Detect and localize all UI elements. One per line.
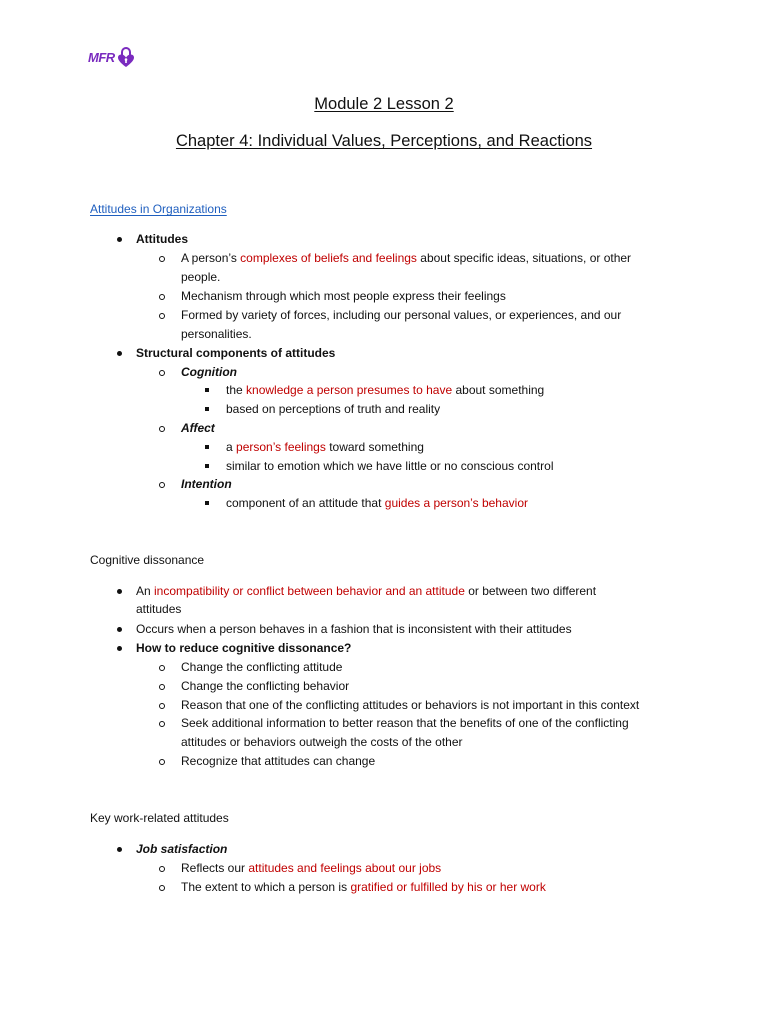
intention-definition: component of an attitude that guides a person’s behavior — [226, 496, 528, 510]
job-satisfaction-extent: The extent to which a person is gratified or fulfilled by his or her work — [181, 880, 546, 894]
attitude-definition: A person’s complexes of beliefs and feelings about specific ideas, situations, or other — [181, 251, 632, 265]
cognition-label: Cognition — [181, 365, 237, 379]
job-satisfaction-label: Job satisfaction — [136, 842, 228, 856]
bullet-square — [205, 501, 209, 505]
page-title: Module 2 Lesson 2 — [314, 95, 454, 113]
bullet-circle — [159, 684, 165, 690]
attitude-definition-cont: people. — [181, 270, 221, 284]
bullet-square — [205, 445, 209, 449]
bullet-circle — [159, 482, 165, 488]
attitudes-in-organizations-link[interactable]: Attitudes in Organizations — [90, 202, 227, 216]
chapter-title: Chapter 4: Individual Values, Perceptions, and Reactions — [175, 132, 593, 150]
bullet-circle — [159, 665, 165, 671]
job-satisfaction-reflects: Reflects our attitudes and feelings about our jobs — [181, 861, 442, 875]
bullet-circle — [159, 866, 165, 872]
logo-text: MFR — [88, 49, 115, 65]
reduce-item-recognize: Recognize that attitudes can change — [181, 754, 376, 768]
bullet-circle — [159, 721, 165, 727]
bullet-square — [205, 407, 209, 411]
cognition-basis: based on perceptions of truth and reality — [226, 402, 441, 416]
reduce-item-seek-info: Seek additional information to better reason that the benefits of one of the conflicting — [181, 716, 629, 730]
bullet-circle — [159, 294, 165, 300]
bullet-circle — [159, 256, 165, 262]
bullet-circle — [159, 703, 165, 709]
bullet-dot — [117, 847, 122, 852]
logo — [88, 44, 136, 70]
bullet-dot — [117, 237, 122, 242]
attitude-forces: Formed by variety of forces, including our personal values, or experiences, and our — [181, 308, 622, 322]
affect-emotion: similar to emotion which we have little or no conscious control — [226, 459, 554, 473]
key-work-attitudes-heading: Key work-related attitudes — [90, 811, 229, 825]
bullet-circle — [159, 885, 165, 891]
dissonance-occurs: Occurs when a person behaves in a fashion that is inconsistent with their attitudes — [136, 622, 572, 636]
structural-components-heading: Structural components of attitudes — [136, 346, 336, 360]
affect-label: Affect — [181, 421, 215, 435]
attitude-mechanism: Mechanism through which most people express their feelings — [181, 289, 506, 303]
bullet-dot — [117, 627, 122, 632]
intention-label: Intention — [181, 477, 232, 491]
reduce-item-reason: Reason that one of the conflicting attitudes or behaviors is not important in this context — [181, 698, 640, 712]
reduce-item-behavior: Change the conflicting behavior — [181, 679, 350, 693]
reduce-dissonance-heading: How to reduce cognitive dissonance? — [136, 641, 352, 655]
bullet-circle — [159, 759, 165, 765]
bullet-square — [205, 464, 209, 468]
bullet-circle — [159, 426, 165, 432]
lock-heart-icon — [116, 45, 136, 69]
affect-definition: a person’s feelings toward something — [226, 440, 424, 454]
cognitive-dissonance-heading: Cognitive dissonance — [90, 553, 205, 567]
bullet-dot — [117, 351, 122, 356]
dissonance-definition: An incompatibility or conflict between behavior and an attitude or between two different — [136, 584, 597, 598]
attitudes-heading: Attitudes — [136, 232, 188, 246]
bullet-dot — [117, 646, 122, 651]
bullet-circle — [159, 313, 165, 319]
reduce-item-attitude: Change the conflicting attitude — [181, 660, 343, 674]
reduce-item-seek-info-cont: attitudes or behaviors outweigh the costs of the other — [181, 735, 463, 749]
bullet-circle — [159, 370, 165, 376]
bullet-dot — [117, 589, 122, 594]
dissonance-definition-cont: attitudes — [136, 602, 182, 616]
cognition-definition: the knowledge a person presumes to have about something — [226, 383, 545, 397]
attitude-forces-cont: personalities. — [181, 327, 252, 341]
bullet-square — [205, 388, 209, 392]
